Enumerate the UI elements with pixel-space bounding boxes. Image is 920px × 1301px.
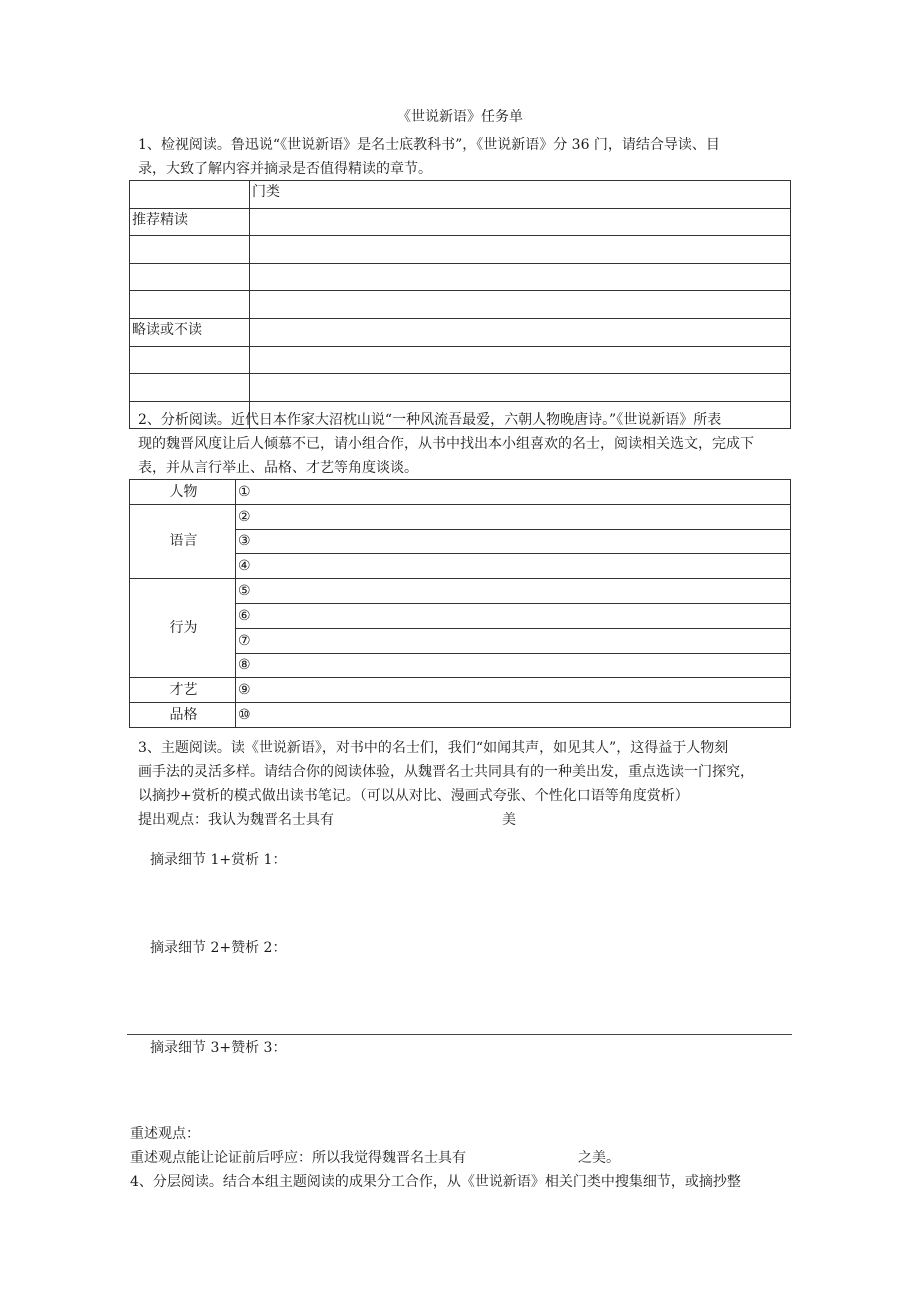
task2-line1: 2、分析阅读。近代日本作家大沼枕山说“一种风流吾最爱，六朝人物晚唐诗。”《世说新语》所表 (138, 412, 722, 428)
table-row (130, 374, 791, 402)
viewpoint-suffix: 美 (502, 812, 516, 828)
table-cell[interactable] (250, 263, 791, 291)
table-row (130, 181, 791, 209)
restate-prompt: 重述观点能让论证前后呼应：所以我觉得魏晋名士具有 (130, 1150, 466, 1166)
table-cell[interactable] (250, 346, 791, 374)
table-row (130, 579, 791, 604)
viewpoint-prompt: 提出观点：我认为魏晋名士具有 (138, 812, 334, 828)
table-row (130, 291, 791, 319)
table-cell (130, 181, 250, 209)
task3-line2: 画手法的灵活多样。请结合你的阅读体验，从魏晋名士共同具有的一种美出发，重点选读一门探究， (138, 764, 754, 780)
task1-line1: 1、检视阅读。鲁迅说“《世说新语》是名士底教科书”，《世说新语》分 36 门，请结合导读、目 (138, 137, 720, 153)
row-label-behavior: 行为 (130, 579, 236, 678)
row-mark[interactable]: ⑧ (236, 653, 791, 678)
table-cell (130, 236, 250, 264)
excerpt-1-label: 摘录细节 1+赏析 1： (150, 852, 287, 868)
chapter-table (129, 180, 791, 429)
table-row (130, 703, 791, 728)
table-cell (130, 374, 250, 402)
row-label-skim: 略读或不读 (130, 318, 250, 346)
table-row (130, 318, 791, 346)
column-header-category: 门类 (250, 181, 791, 209)
row-label-character: 品格 (130, 703, 236, 728)
row-label-speech: 语言 (130, 504, 236, 578)
row-mark[interactable]: ① (236, 480, 791, 505)
table-cell[interactable] (250, 236, 791, 264)
table-row (130, 678, 791, 703)
restate-suffix: 之美。 (578, 1150, 620, 1166)
restate-label: 重述观点： (130, 1126, 200, 1142)
table-row (130, 480, 791, 505)
row-mark[interactable]: ② (236, 504, 791, 529)
table-row (130, 208, 791, 236)
row-label-talent: 才艺 (130, 678, 236, 703)
table-cell (130, 346, 250, 374)
excerpt-2-label: 摘录细节 2+赞析 2： (150, 940, 287, 956)
divider (127, 1034, 792, 1035)
character-table (129, 479, 791, 728)
row-label-person: 人物 (130, 480, 236, 505)
table-row (130, 236, 791, 264)
row-mark[interactable]: ⑩ (236, 703, 791, 728)
table-row (130, 263, 791, 291)
row-mark[interactable]: ③ (236, 529, 791, 554)
row-mark[interactable]: ⑥ (236, 603, 791, 628)
task3-line1: 3、主题阅读。读《世说新语》，对书中的名士们，我们“如闻其声，如见其人”，这得益于人物刻 (138, 740, 729, 756)
page-title: 《世说新语》任务单 (397, 109, 523, 125)
table-cell (130, 263, 250, 291)
excerpt-3-label: 摘录细节 3+赞析 3： (150, 1040, 287, 1056)
row-mark[interactable]: ⑤ (236, 579, 791, 604)
task1-line2: 录，大致了解内容并摘录是否值得精读的章节。 (138, 161, 432, 177)
task2-line2: 现的魏晋风度让后人倾慕不已，请小组合作，从书中找出本小组喜欢的名士，阅读相关选文，完成下 (138, 436, 754, 452)
table-cell[interactable] (250, 291, 791, 319)
table-cell[interactable] (250, 374, 791, 402)
table-row (130, 346, 791, 374)
table-cell[interactable] (250, 318, 791, 346)
task4-line1: 4、分层阅读。结合本组主题阅读的成果分工合作，从《世说新语》相关门类中搜集细节，或摘抄整 (130, 1174, 741, 1190)
row-mark[interactable]: ⑨ (236, 678, 791, 703)
table-cell[interactable] (250, 208, 791, 236)
task2-line3: 表，并从言行举止、品格、才艺等角度谈谈。 (138, 460, 418, 476)
row-mark[interactable]: ⑦ (236, 628, 791, 653)
table-cell (130, 291, 250, 319)
table-row (130, 504, 791, 529)
row-mark[interactable]: ④ (236, 554, 791, 579)
task3-line3: 以摘抄+赏析的模式做出读书笔记。（可以从对比、漫画式夸张、个性化口语等角度赏析） (138, 788, 689, 804)
row-label-recommend: 推荐精读 (130, 208, 250, 236)
